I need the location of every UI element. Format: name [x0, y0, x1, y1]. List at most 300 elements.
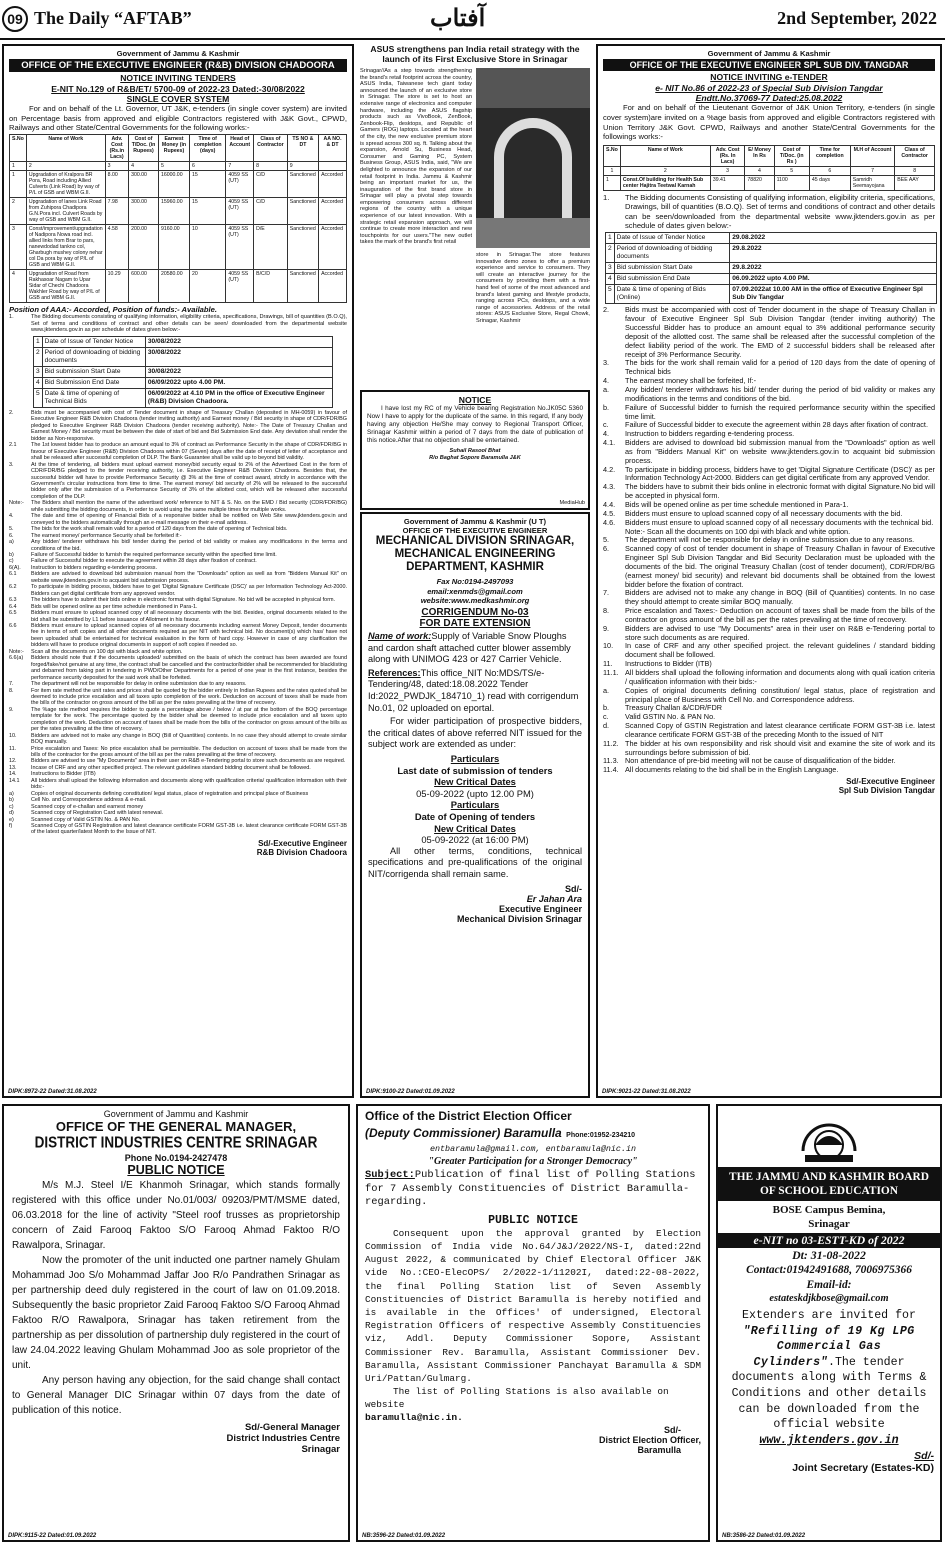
cover-system: SINGLE COVER SYSTEM: [126, 94, 230, 105]
dipk-code: NB:3586-22 Dated:01.09.2022: [722, 1533, 806, 1539]
col-header: Name of Work: [620, 145, 710, 166]
table-cell: 7.98: [105, 198, 128, 225]
para-text: Bidders are advised to use "My Documents" area in their user on R&B e-Tendering portal to store such documents as are required.: [625, 623, 935, 642]
para-number: 4.6.: [603, 517, 616, 527]
last-date-label: Last date of submission of tenders: [397, 764, 553, 776]
col-header: Cost of T/Doc. (in Rs ): [774, 145, 809, 166]
table-cell: Sanctioned: [287, 171, 318, 198]
table-cell: 15: [190, 198, 226, 225]
para-number: 6.2: [9, 584, 17, 591]
para-number: 6.: [9, 532, 14, 539]
para-text: Bidders must ensure to upload scanned copy of all necessary documents with the bid. Besides, original documents related to the bid shall be submitted by L1 before issuance of Allotment in his favour.: [31, 610, 347, 623]
col-header: Time for completion: [809, 145, 850, 166]
col-header: Adv. Cost (Rs. In Lacs): [710, 145, 745, 166]
para-number: e): [9, 816, 14, 823]
paragraphs: [9, 410, 347, 836]
name-of-work: [368, 631, 582, 666]
col-header: TS NO & DT: [287, 135, 318, 162]
para: [603, 545, 935, 589]
para: [9, 733, 347, 746]
dipk-code: DIPK:9100-22 Dated:01.09.2022: [366, 1089, 455, 1095]
phone: Phone No.0194-2427478: [124, 1153, 228, 1164]
table-row: [34, 367, 333, 378]
table-cell: Upgradation of Road from Rakhasoar Nagam to Upar Sidar of Chechi Chadoora Wakhler Road by way of P/L of GSB and WBM G.II.: [26, 270, 105, 303]
dept-line: DEPARTMENT, KASHMIR: [406, 561, 544, 574]
col-header: Name of Work: [26, 135, 105, 162]
table-cell: Bid Submission End Date: [42, 378, 145, 389]
body-item: "Refilling of 19 Kg LPG Commercial Gas Cylinders": [743, 1324, 915, 1369]
table-cell: Bid submission Start Date: [614, 263, 730, 274]
table-row: [10, 198, 347, 225]
para-number: 4.1.: [603, 438, 616, 448]
para: [9, 655, 347, 681]
para-number: 11.1.: [603, 668, 619, 678]
para: [603, 466, 935, 484]
para-text: The Bidders shall mention the name of the advertised work/ reference to NIT & S. No. on the EMD / Bid security (CDR/FDR/BG) while submitting the bidding documents, in order to avoid using the same multiple times for multiple works.: [31, 500, 347, 513]
office-line: OFFICE OF THE EXECUTIVE ENGINEER: [402, 526, 548, 536]
fax: Fax No:0194-2497093: [436, 577, 514, 587]
table-cell: 29.8.2022: [730, 244, 937, 263]
article-col2: store in Srinagar.The store features innovative demo zones to offer a premium experience and service to consumers. They will create an interactive journey for the consumers by providing them with a first-hand feel of some of the most advanced and brand's latest gaming and lifestyle products, ranging across PCs, desktops, and a wide range of accessories. Address of the retail stores: ASUS Exclusive Store, Regal Chowk, Srinagar, Kashmir: [476, 252, 590, 324]
notice-signatory: Suhail Rasool Bhat: [449, 448, 501, 455]
new-critical-dates: New Critical Dates: [434, 776, 516, 788]
table-row: [34, 337, 333, 348]
para-text: Failure of Successful bidder to furnish the required performance security within the specified time limit.: [625, 402, 935, 421]
para-text: The Bidding documents Consisting of qualifying information, eligibility criteria, specifications, Drawings, bill of quantities (B.O.Q). Set of terms and conditions of contract and other details can be seen/downloaded from the departmental website www.jktenders.gov.in as per schedule of dates given below:-: [625, 192, 935, 231]
para-text: To participate in bidding process, bidders have to get 'Digital Signature Certificate (DSC)' as per Information Technology Act-2000. Bidders can get digital certificate from any approved vendor.: [31, 584, 347, 597]
col-number: 3: [105, 162, 128, 171]
para-text: The bidders have to submit their bids online in electronic format with digital Signature. No bid will be accepted in physical form.: [31, 597, 336, 604]
table-cell: Accorded: [319, 270, 347, 303]
intro-text: For and on behalf of the Lt. Governor, UT J&K, e-tenders (in single cover system) are invited on Percentage basis from approved and eligible Contractors registered with J&K Govt., CPWD, Railways and other State/Central Governments for the following works:-: [9, 104, 347, 132]
table-cell: Date & time of opening of Bids (Online): [614, 285, 730, 304]
corrigendum-title: CORRIGENDUM No-03: [421, 607, 529, 619]
para-text: Scan all the documents on 100 dpi with black and white option.: [31, 648, 183, 655]
col-number: [319, 162, 347, 171]
table-cell: 15: [190, 171, 226, 198]
table-cell: 4: [606, 274, 615, 285]
signature-designation: Spl Sub Division Tangdar: [838, 786, 935, 796]
position-line: Position of AAA:- Accorded, Position of funds:- Available.: [9, 305, 217, 315]
particulars: Particulars: [450, 799, 500, 811]
para-number: 13.: [9, 764, 17, 771]
table-cell: 3: [34, 367, 43, 378]
para-text: Bidders must ensure to upload scanned copy of all necessary documents with the bid.: [625, 508, 903, 518]
table-cell: Samridh Seemayojana: [850, 175, 895, 190]
table-cell: 30/08/2022: [145, 348, 332, 367]
website: baramulla@nic.in.: [365, 1411, 463, 1423]
para: [9, 688, 347, 707]
value: This office_NIT No:MDS/TS/e-Tendering/48, dated:18.08.2022 Tender Id:2022_PWDJK_184710_1) read with corrigendum No.01, 02 uploaded on eportal.: [368, 667, 579, 713]
para-text: Any bidder/ tenderer withdraws his bid/ tender during the period of bid validity or makes any modifications in the terms and conditions of the bid.: [625, 385, 935, 403]
para-number: 4.4.: [603, 499, 616, 509]
para-number: 11.: [603, 659, 613, 669]
para-number: 4.3.: [603, 482, 616, 492]
table-cell: Bid submission End Date: [614, 274, 730, 285]
col-number: 5: [158, 162, 189, 171]
balloon-arch: [494, 118, 572, 228]
para-text: Scanned copy of Registration Card with latest renewal.: [31, 810, 164, 817]
para-number: b): [9, 551, 14, 558]
para-text: The earnest money/ performance Security shall be forfeited if:-: [31, 532, 182, 539]
asus-article: [360, 44, 590, 388]
table-cell: 4059 SS (UT): [226, 171, 254, 198]
para-number: 2.: [9, 410, 14, 417]
para-number: d): [9, 810, 14, 817]
para-number: 10.: [9, 732, 17, 739]
para-number: 2.: [603, 305, 610, 315]
table-row: [34, 389, 333, 408]
col-header: Time of completion (days): [190, 135, 226, 162]
article-headline: ASUS strengthens pan India retail strategy with the launch of its First Exclusive Store in Srinagar: [370, 44, 580, 64]
signature: District Election Officer,: [598, 1434, 701, 1445]
para-text: Scanned copy of Valid GSTIN No. & PAN No.: [31, 816, 141, 823]
col-number: 8: [895, 166, 935, 175]
para-number: 2.1: [9, 442, 17, 449]
table-cell: 2: [606, 244, 615, 263]
para: M/s M.J. Steel I/E Khanmoh Srinagar, which stands formally registered with this office under No.01/003/ 09203/PMT/MSME dated, 06.03.2018 for the line of activity "Steel roof trusses as proprietorship concern of Zaid Farooq Faktoo S/O Farooq Ahmad Faktoo R/O Rawalpora, Srinagar.: [12, 1180, 340, 1252]
para-text: Copies of original documents defining constitution/ legal status, place of registration and principal place of Business: [31, 790, 309, 797]
para-number: a.: [603, 685, 610, 695]
para-text: The bidder at his own responsibility and risk should visit and examine the site of work and its surroundings before submission of bid.: [625, 738, 935, 757]
para-text: Instructions to Bidder (ITB): [31, 771, 96, 778]
para: [9, 584, 347, 597]
photo-floor: [476, 218, 590, 248]
campus: BOSE Campus Bemina,: [772, 1204, 886, 1216]
para-text: Cell No. and Correspondence address & e-mail.: [31, 797, 147, 804]
col-header: S.No: [10, 135, 27, 162]
para-number: 6.5: [9, 610, 17, 617]
tender-tangdar: [596, 44, 942, 1098]
value: Supply of Variable Snow Ploughs and cardon shaft attached cutter blower assembly along with UNIMOG 423 or 427 Carrier Vehicle.: [368, 631, 571, 665]
extension-title: FOR DATE EXTENSION: [419, 618, 531, 630]
table-cell: Accorded: [319, 198, 347, 225]
para-text: Scanned copy of e-challan and earnest money: [31, 803, 144, 810]
para-number: 6.6(a): [9, 655, 24, 662]
para: [603, 740, 935, 758]
para: Consequent upon the approval granted by Election Commission of India vide No.64/J&J/2022/NS-I, dated:22nd August 2022, & communicated by Chief Electoral Officer J&K vide No.:CEO-ElecOPS/ 2/2022-1/11202I, dated:22-08-2022, the final Polling Station list of Seven Assembly Constituencies of District Baramulla is hereby notified and is available in the Offices' of undersigned, Electoral Registration Officers of respective Assembly Constituencies viz, Addl. Deputy Commissioner Sopore, Assistant Commissioner Rev. Baramulla, Assistant Commissioner Dev. Baramulla, Assistant Commissioner Panchayat Baramulla & SDM Uri/Pattan/Gulmarg.: [365, 1227, 701, 1385]
col-header: Class of Contractor: [254, 135, 288, 162]
para-number: b): [9, 797, 14, 804]
table-row: [606, 274, 937, 285]
para-text: Bidders are advised not to make any change in BOQ (Bill of Quantities) contents. In no case they should attempt to create similar BOQ manually.: [31, 732, 347, 746]
table-cell: Sanctioned: [287, 198, 318, 225]
para-text: At the time of tendering, all bidders must upload earnest money/bid security equal to 2% of the Advertised Cost in the form of CDR/FDR/BG pledged to the tender receiving authority, i.e. Executive Engineer R&B Division Chadoora. Besides that, the successful bidder will have to provide Performance Security @ 3% at the time of contract award, strictly in accordance with the Government's circular instructions from time to time. The earnest money/ bid security of 2% will be released to the successful bidder only after the submission of a Performance Security of 3% of the allotted cost, which will be released after successful completion of the DLP.: [31, 461, 347, 500]
para: [603, 359, 935, 377]
para-text: The earnest money shall be forfeited, If:-: [625, 376, 757, 386]
para-text: Bidders must ensure to upload scanned copies of all necessary documents including earnest Money Deposit, tender documents fee in terms of soft copies and all other documents required as per NIT with technical bid. No document(s) which has/ have not been uploaded shall be entertained for technical evaluation in the form of hard copy. However in case of any clarification the bidders will have to produce original documents in support of soft copies if needed so.: [31, 622, 347, 649]
para: [9, 610, 347, 623]
para-text: The %age rate method requires the bidder to quote a percentage above / below / at par at the bottom of the BOQ percentage template for the work. The percentage quoted by the bidder shall be deemed to include price escalation and all taxes upto completion of the work. Deduction on account of taxes shall be made from the bills of the contractor on gross amount of the bills as per the rates prevailing at the time of recovery.: [31, 706, 347, 733]
store-photo: [476, 68, 590, 248]
dc-line: [365, 1124, 701, 1142]
para-text: Any bidder/ tenderer withdraws his bid/ tender during the period of bid validity or makes any modifications in the terms and conditions of the bid.: [31, 539, 347, 552]
paper-name: The Daily “AFTAB”: [34, 8, 192, 28]
dipk-code: DIPK:9021-22 Dated:31.08.2022: [602, 1089, 691, 1095]
col-number: 2: [620, 166, 710, 175]
para-text: To participate in bidding process, bidders have to get 'Digital Signature Certificate (DSC)' as per Information Technology Act-2000. Bidders can get digital certificate from any approved Vendor.: [625, 464, 935, 483]
table-cell: 10: [190, 225, 226, 270]
masthead: [0, 0, 945, 40]
table-cell: Upgradation of lanes Link Road from Zuhipora Chadipora G.N.Pora incl. Culvert Roads by way of GSB and WBM G.II.: [26, 198, 105, 225]
table-cell: 07.09.2022at 10.00 AM in the office of Executive Engineer Spl Sub Div Tangdar: [730, 285, 937, 304]
division-line: MECHANICAL DIVISION SRINAGAR,: [375, 535, 575, 548]
body-text: Extenders are invited for: [742, 1309, 916, 1322]
signature: Sd/-Executive Engineer: [258, 838, 347, 848]
table-cell: 45 days: [809, 175, 850, 190]
contact: Contact:01942491688, 7006975366: [746, 1264, 912, 1276]
sd: Sd/-: [565, 884, 582, 895]
table-cell: 1: [34, 337, 43, 348]
office-banner: OFFICE OF THE EXECUTIVE ENGINEER (R&B) DIVISION CHADOORA: [9, 59, 347, 72]
para: [603, 625, 935, 643]
table-cell: 15960.00: [158, 198, 189, 225]
table-cell: Const.Of building for Health Sub center Hajitra Teetwal Karnah: [620, 175, 710, 190]
table-cell: 4059 SS (UT): [226, 225, 254, 270]
centre-line: DISTRICT INDUSTRIES CENTRE SRINAGAR: [34, 1134, 318, 1152]
para-number: 4.: [603, 429, 610, 439]
para-number: 6.6: [9, 622, 17, 629]
signature: Joint Secretary (Estates-KD): [792, 1462, 934, 1475]
para-number: c.: [603, 420, 609, 430]
dipk-code: NB:3596-22 Dated:01.09.2022: [362, 1533, 446, 1539]
para-text: All bidders shall upload the following information and documents along with qualification criteria/ qualification information with their bids:-: [31, 777, 347, 791]
email: entbaramula@gmail.com, entbaramula@nic.in: [429, 1144, 637, 1154]
table-cell: Const/improvement/upgradation of Nadipora Nowa road incl. allied links from Brar to pars, nanewdodad tankno col, Gharbugh mushey colony nehar col Da pora by way of P/L of GSB and WBM G.II.: [26, 225, 105, 270]
table-cell: 4: [10, 270, 27, 303]
para-text: Bids will be opened online as per time schedule mentioned in Para-1.: [31, 603, 198, 610]
division: Mechanical Division Srinagar: [456, 914, 582, 925]
table-cell: 1100: [774, 175, 809, 190]
para-text: All documents relating to the bid shall be in the English Language.: [625, 765, 839, 775]
para-text: Copies of original documents defining constitution/ legal status, place of registration and principal place of Business with Cell No. and Correspondence address.: [625, 685, 935, 704]
para: [603, 669, 935, 687]
table-cell: 300.00: [129, 171, 159, 198]
table-cell: 200.00: [129, 225, 159, 270]
dipk-code: DIPK:8972-22 Dated:31.08.2022: [8, 1089, 97, 1095]
tender-chadoora: [2, 44, 354, 1098]
table-cell: Period of downloading of bidding documents: [42, 348, 145, 367]
para: [9, 539, 347, 552]
para-number: 8.: [603, 606, 610, 616]
para-text: Bids will be opened online as per time schedule mentioned in Para-1.: [625, 499, 849, 509]
para-text: The Bidding documents consisting of qualifying information, eligibility criteria, specifications, Drawings, bill of quantities (B.O.Q), Set of terms and conditions of contract and other details can be seen/ downloaded from the departmental website www.jktenders.gov.in as per schedule of dates given below:-: [31, 314, 347, 334]
page-number: 09: [2, 6, 28, 32]
org-line: THE JAMMU AND KASHMIR BOARD: [729, 1171, 929, 1183]
table-cell: 4059 SS (UT): [226, 198, 254, 225]
table-cell: 20580.00: [158, 270, 189, 303]
body-text: .The tender documents along with Terms & Conditions and other details can be downloaded from the official website: [731, 1355, 927, 1432]
para-number: c): [9, 558, 14, 565]
sd: Sd/-: [664, 1424, 681, 1435]
para: [9, 823, 347, 836]
dc: (Deputy Commissioner) Baramulla: [365, 1126, 562, 1140]
signature-designation: District Industries Centre: [226, 1433, 340, 1445]
para-number: 6.1: [9, 571, 17, 578]
table-cell: 29.08.2022: [730, 233, 937, 244]
works-table: [603, 145, 935, 191]
para-number: 7.: [603, 588, 610, 598]
office-line: OFFICE OF THE GENERAL MANAGER,: [55, 1119, 297, 1135]
para: [9, 442, 347, 461]
table-cell: 06.09.2022 upto 4.00 PM.: [730, 274, 937, 285]
para-text: Bids must be accompanied with cost of Tender document in shape of Treasury Challan (deposited in MH-0059) in favour of Executive Engineer R&B Division Chadoora (tender inviting authority) and Earnest money / Bid security in shape of CDR/FDR/BG pledged to Executive Engineer R&B Division Chadoora (tender receiving authority). Note:- The Date of Treasury Challan and Earnest Money / Bid security must be between the date of start of bid and Bid Submission End date. Any deviation shall render the bidder as Non-responsive.: [31, 410, 347, 442]
para: [9, 513, 347, 526]
table-row: [10, 171, 347, 198]
table-row: [34, 378, 333, 389]
website: www.jktenders.gov.in: [759, 1433, 899, 1447]
col-number: 9: [287, 162, 318, 171]
para: [9, 707, 347, 733]
table-cell: Accorded: [319, 171, 347, 198]
para-text: The bids for the work shall remain valid for a period of 120 days from the date of opening of Technical bids: [625, 358, 935, 377]
para-text: The bids for the work shall remain valid for a period of 120 days from the date of opening of Technical bids.: [31, 526, 288, 533]
para-text: The department will not be responsible for delay in online submission due to any reasons.: [625, 535, 915, 545]
references: [368, 668, 582, 714]
col-header: Cost of T/Doc. (in Rupees): [129, 135, 159, 162]
table-row: [10, 225, 347, 270]
para-text: Incase of CRF and any other specified project. The relevant guidelines standard bidding document shall be followed.: [31, 764, 311, 771]
col-number: 4: [745, 166, 774, 175]
para-text: Treasury Challan &/CDR/FDR: [625, 703, 723, 713]
table-cell: Date of Issue of Tender Notice: [614, 233, 730, 244]
signature-place: Srinagar: [301, 1444, 340, 1456]
para: [9, 778, 347, 791]
notice-address: R/o Baghat Sopore Baramulla J&K: [429, 455, 521, 461]
para: For wider participation of prospective bidders, the critical dates of above referred NIT issued for the subject work are extended as under:: [368, 716, 582, 750]
para-number: 3.: [603, 358, 610, 368]
enit-date: Dt: 31-08-2022: [792, 1248, 866, 1262]
col-number: 1: [10, 162, 27, 171]
para-number: 11.: [9, 745, 17, 752]
para-text: Non attendance of pre-bid meeting will not be cause of disqualification of the bidder.: [625, 756, 896, 766]
mechanical-division-corrigendum: [360, 512, 590, 1098]
table-cell: 2: [34, 348, 43, 367]
para: [603, 439, 935, 466]
para: [9, 746, 347, 759]
notice-title: NOTICE INVITING e-TENDER: [710, 72, 828, 83]
email-label: Email-id:: [806, 1279, 852, 1291]
table-cell: 29.8.2022: [730, 263, 937, 274]
table-cell: Sanctioned: [287, 225, 318, 270]
col-number: 6: [190, 162, 226, 171]
para-number: 7.: [9, 681, 14, 688]
dates-table: [33, 336, 333, 408]
table-cell: 600.00: [129, 270, 159, 303]
para-text: The bidders have to submit their bids online in electronic format with digital Signature.No bid will be accepted in physical form.: [625, 482, 935, 501]
table-cell: 3: [606, 263, 615, 274]
para-number: Note:-: [9, 500, 24, 507]
signature: Sd/-General Manager: [244, 1422, 340, 1434]
dipk-code: DIPK:9115-22 Dated:01.09.2022: [8, 1533, 97, 1539]
table-cell: 10.29: [105, 270, 128, 303]
particulars: Particulars: [450, 752, 500, 764]
para-number: 11.3.: [603, 756, 619, 766]
org-line: OF SCHOOL EDUCATION: [760, 1185, 898, 1197]
para-number: 10.: [603, 641, 614, 651]
table-cell: 2: [10, 198, 27, 225]
table-cell: 1: [606, 233, 615, 244]
bose-emblem: [797, 1111, 861, 1165]
subject: [365, 1169, 701, 1210]
col-number: 3: [710, 166, 745, 175]
para: [603, 589, 935, 607]
para-number: 6.: [603, 544, 610, 554]
notice-title: PUBLIC NOTICE: [127, 1163, 225, 1178]
para-number: 8.: [9, 687, 14, 694]
para-text: Scanned copy of cost of tender document in shape of Treasury Challan in favour of Executive Engineer Spl Sub Division Tangdar and Bid Security Declaration must be uploaded with the documents of the bid. The original Treasury Challan (cost of tender document), CDR/FDR/BG (earnest money/ bid security) and relevant bid documents shall be obtained from the lowest bidder before the fixation of contract.: [625, 544, 935, 589]
para-number: 5.: [603, 535, 610, 545]
para-number: c): [9, 803, 14, 810]
para-number: 11.2.: [603, 738, 619, 748]
para: 1. The Bidding documents Consisting of qualifying information, eligibility criteria, specifications, Drawings, bill of quantities (B.O.Q). Set of terms and conditions of contract and other details can be seen/downloaded from the departmental website www.jktenders.gov.in as per schedule of dates given below:-: [603, 192, 935, 231]
notice-title: NOTICE INVITING TENDERS: [120, 73, 236, 84]
table-row: [604, 175, 935, 190]
table-cell: Accorded: [319, 225, 347, 270]
para: [9, 571, 347, 584]
col-number: 5: [774, 166, 809, 175]
subject-text: Publication of final list of Polling Stations for 7 Assembly Constituencies of District Baramulla-regarding.: [365, 1169, 696, 1209]
para-text: Bidders are advised to download bid submission manual from the "Downloads" option as well as from "Bidders Manual Kit" on website www.jktenders.gov.in to acquaint bid submission process.: [31, 571, 347, 584]
enit-line: E-NIT No.129 of R&B/ET/ 5700-09 of 2022-23 Dated:-30/08/2022: [51, 83, 305, 94]
gov-line: Government of Jammu & Kashmir: [707, 49, 831, 58]
gov-line: Government of Jammu & Kashmir: [116, 49, 240, 58]
label: Name of work:: [368, 631, 432, 642]
table-cell: C/D: [254, 198, 288, 225]
para-number: Note:-: [9, 648, 24, 655]
table-cell: 39.41: [710, 175, 745, 190]
table-cell: Upgradation of Kralpora BR Pora, Road including Allied Culverts (Link Road) by way of P/L of GSB and WBM G.II.: [26, 171, 105, 198]
bose-emblem-icon: [797, 1111, 861, 1165]
para-number: 12.: [9, 758, 17, 765]
signatory: Er Jahan Ara: [526, 894, 582, 905]
para-text: Bidders must ensure to upload scanned copy of all necessary documents with the technical bid.: [625, 517, 934, 527]
article-col1: Srinagar//As a step towards strengthening the brand's retail footprint across the country, ASUS India, Taiwanese tech giant today announced the launch of an exclusive store in Srinagar. The store is set to host an extensive range of electronics and computer hardware, including the ASUS flagship products such as VivoBook, ZenBook, Zenbook-Flip, desktops, and Republic of Gamers (ROG) laptops. Located at the heart of the city, the new exclusive premium store is spread across 300 sq. ft. Talking about the expansion, Arnold Su, Business Head, Consumer and Gaming PC, System Business Group, ASUS India, said, "We are delighted to announce the expansion of our retail footprint in India. Jammu & Kashmir being an important market for us, the inauguration of the first brand store in Srinagar will play a pivotal step towards empowering consumers across different regions of the country with a unique experience of our latest innovation. With a strategic retail expansion approach, we will continue to create more interaction and new touchpoints for our users."The new outlet takes the mark of the brand's first retail: [360, 68, 472, 246]
paragraphs: [603, 306, 935, 775]
signature-place: Baramulla: [637, 1444, 681, 1455]
phone: Phone:01952-234210: [566, 1132, 636, 1139]
para: [9, 623, 347, 649]
table-row: [10, 270, 347, 303]
para: All other terms, conditions, technical specifications and pre-qualifications of the original NIT/corrigenda shall remain same.: [368, 845, 582, 879]
signature-designation: R&B Division Chadoora: [256, 848, 347, 858]
intro-text: For and on behalf of the Lieutenant Governor of J&K Union Territory, e-tenders (in single cover system)are invited on a %age basis from approved and eligible Contractors registered with Union Territory J&K Govt. CPWD, Railways and another State/Central Governments for the followings works:-: [603, 103, 935, 142]
para: [9, 410, 347, 442]
para-text: Failure of Successful bidder to execute the agreement within 28 days after fixation of contract.: [625, 420, 928, 430]
table-cell: 78820: [745, 175, 774, 190]
table-row: [606, 285, 937, 304]
office-line: Office of the District Election Officer: [365, 1109, 572, 1123]
para-text: Failure of Successful bidder to execute the agreement within 28 days after fixation of contract.: [31, 558, 257, 565]
para: [603, 766, 935, 775]
para: The list of Polling Stations is also available on website: [365, 1386, 669, 1411]
col-header: M.H of Account: [850, 145, 895, 166]
table-row: [34, 348, 333, 367]
table-cell: 1: [10, 171, 27, 198]
para-text: Bidders are advised not to make any change in BOQ (Bill of Quantities) contents. In no case they should attempt to create similar BOQ manually.: [625, 588, 935, 607]
gov-line: Government of Jammu and Kashmir: [103, 1109, 249, 1119]
bose-tender-notice: [716, 1104, 942, 1542]
para-number: 9.: [603, 623, 610, 633]
designation: Executive Engineer: [498, 904, 582, 915]
table-row: [606, 233, 937, 244]
para-number: b.: [603, 703, 610, 713]
issue-date: 2nd September, 2022: [777, 8, 937, 28]
table-cell: 4.58: [105, 225, 128, 270]
endt-line: Endtt.No.37069-77 Dated:25.08.2022: [695, 93, 843, 104]
para: [603, 722, 935, 740]
notice-heading: NOTICE: [458, 395, 492, 405]
